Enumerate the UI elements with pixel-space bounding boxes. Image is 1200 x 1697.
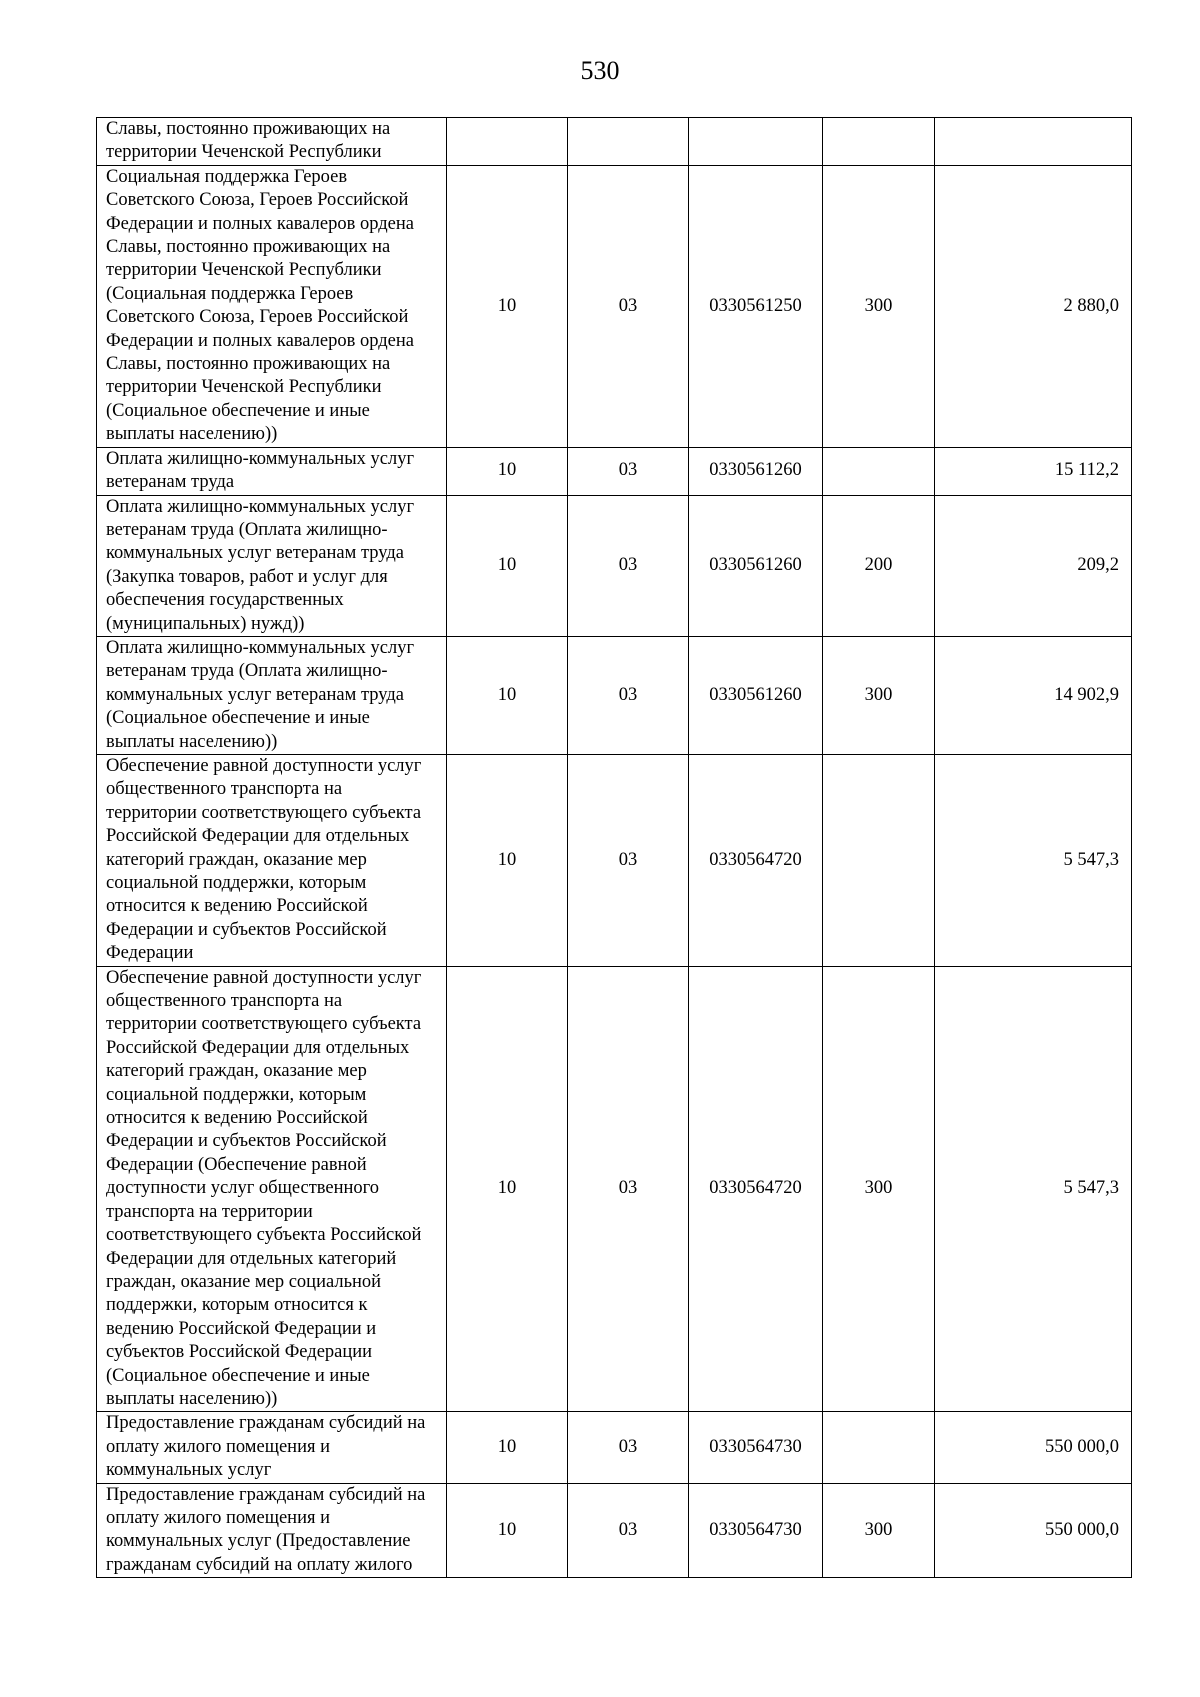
- expenditure-name-line: Оплата жилищно-коммунальных услуг: [106, 496, 415, 517]
- expenditure-name-line: Российской Федерации для отдельных: [106, 1037, 410, 1058]
- expenditure-name-line: категорий граждан, оказание мер: [106, 1061, 367, 1082]
- expenditure-name-line: категорий граждан, оказание мер: [106, 849, 367, 870]
- expenditure-name-line: относится к ведению Российской: [106, 1108, 368, 1129]
- expenditure-name-line: транспорта на территории: [106, 1201, 313, 1222]
- expenditure-name-line: Федерации и полных кавалеров ордена: [106, 330, 414, 351]
- subsection-code-cell: 03: [568, 1483, 689, 1578]
- target-article-cell: 0330564720: [689, 966, 823, 1412]
- table-row: [97, 966, 1132, 1412]
- table-body: [97, 118, 1132, 1578]
- expenditure-name-line: обеспечения государственных: [106, 590, 344, 611]
- expenditure-name-line: ветеранам труда: [106, 472, 235, 493]
- expenditure-name-line: (Социальное обеспечение и иные: [106, 708, 370, 729]
- expenditure-name-line: (Социальное обеспечение и иные: [106, 1365, 370, 1386]
- amount-cell: 209,2: [935, 495, 1132, 636]
- expenditure-name-line: Федерации и субъектов Российской: [106, 919, 387, 940]
- expenditure-name-line: ведению Российской Федерации и: [106, 1318, 377, 1339]
- expenditure-name-line: Славы, постоянно проживающих на: [106, 119, 391, 139]
- section-code-cell: 10: [447, 636, 568, 754]
- target-article-cell: 0330561250: [689, 165, 823, 447]
- subsection-code-cell: 03: [568, 447, 689, 495]
- table-row: [97, 495, 1132, 636]
- expenditure-name-line: Предоставление гражданам субсидий на: [106, 1413, 426, 1434]
- table-row: [97, 754, 1132, 966]
- expense-type-cell: 300: [823, 165, 935, 447]
- expenditure-name-cell: [97, 966, 447, 1412]
- expenditure-name-line: выплаты населению)): [106, 424, 278, 445]
- expenditure-name-line: Оплата жилищно-коммунальных услуг: [106, 637, 415, 658]
- amount-cell: 15 112,2: [935, 447, 1132, 495]
- section-code-cell: 10: [447, 966, 568, 1412]
- expenditure-name-cell: [97, 754, 447, 966]
- table-row: [97, 118, 1132, 166]
- page-number: 530: [580, 56, 620, 85]
- expenditure-name-cell: [97, 636, 447, 754]
- expenditure-name-line: Советского Союза, Героев Российской: [106, 307, 409, 328]
- expenditure-name-line: гражданам субсидий на оплату жилого: [106, 1554, 413, 1575]
- expenditure-name-cell: [97, 118, 447, 166]
- expenditure-name-cell: [97, 1412, 447, 1483]
- expenditure-name-line: (муниципальных) нужд)): [106, 613, 305, 634]
- expenditure-name-line: территории Чеченской Республики: [106, 377, 382, 398]
- section-code-cell: 10: [447, 1483, 568, 1578]
- expenditure-name-line: Обеспечение равной доступности услуг: [106, 967, 422, 988]
- table-row: [97, 165, 1132, 447]
- expenditure-name-line: оплату жилого помещения и: [106, 1436, 331, 1457]
- section-code-cell: 10: [447, 754, 568, 966]
- expenditure-name-line: соответствующего субъекта Российской: [106, 1225, 422, 1246]
- expenditure-name-cell: [97, 165, 447, 447]
- target-article-cell: 0330561260: [689, 495, 823, 636]
- expenditure-name-line: территории соответствующего субъекта: [106, 802, 422, 823]
- expenditure-name-cell: [97, 447, 447, 495]
- target-article-cell: 0330561260: [689, 447, 823, 495]
- amount-cell: 14 902,9: [935, 636, 1132, 754]
- expenditure-name-cell: [97, 1483, 447, 1578]
- expense-type-cell: [823, 754, 935, 966]
- amount-cell: 2 880,0: [935, 165, 1132, 447]
- expenditure-name-line: Федерации для отдельных категорий: [106, 1248, 397, 1269]
- expenditure-name-line: поддержки, которым относится к: [106, 1295, 368, 1316]
- table-row: [97, 636, 1132, 754]
- expenditure-name-line: ветеранам труда (Оплата жилищно-: [106, 661, 388, 682]
- section-code-cell: 10: [447, 1412, 568, 1483]
- amount-cell: 5 547,3: [935, 966, 1132, 1412]
- expenditure-name-line: выплаты населению)): [106, 731, 278, 752]
- subsection-code-cell: 03: [568, 165, 689, 447]
- expenditure-name-line: Славы, постоянно проживающих на: [106, 354, 391, 375]
- amount-cell: 550 000,0: [935, 1412, 1132, 1483]
- subsection-code-cell: [568, 118, 689, 166]
- expenditure-name-line: ветеранам труда (Оплата жилищно-: [106, 519, 388, 540]
- expenditure-name-line: относится к ведению Российской: [106, 896, 368, 917]
- table-row: [97, 1483, 1132, 1578]
- expenditure-name-line: Оплата жилищно-коммунальных услуг: [106, 448, 415, 469]
- expense-type-cell: 200: [823, 495, 935, 636]
- amount-cell: 5 547,3: [935, 754, 1132, 966]
- expenditure-name-line: доступности услуг общественного: [106, 1178, 380, 1199]
- expenditure-name-line: Обеспечение равной доступности услуг: [106, 755, 422, 776]
- target-article-cell: 0330564730: [689, 1412, 823, 1483]
- expenditure-name-line: оплату жилого помещения и: [106, 1507, 331, 1528]
- section-code-cell: 10: [447, 495, 568, 636]
- section-code-cell: 10: [447, 447, 568, 495]
- expenditure-name-line: выплаты населению)): [106, 1388, 278, 1409]
- expenditure-name-line: Славы, постоянно проживающих на: [106, 237, 391, 258]
- target-article-cell: 0330564730: [689, 1483, 823, 1578]
- expenditure-name-line: Предоставление гражданам субсидий на: [106, 1484, 426, 1505]
- expenditure-name-cell: [97, 495, 447, 636]
- expenditure-name-line: социальной поддержки, которым: [106, 873, 367, 893]
- target-article-cell: 0330561260: [689, 636, 823, 754]
- table-row: [97, 1412, 1132, 1483]
- expense-type-cell: [823, 447, 935, 495]
- expenditure-name-line: (Социальная поддержка Героев: [106, 283, 354, 304]
- expenditure-name-line: субъектов Российской Федерации: [106, 1342, 373, 1363]
- subsection-code-cell: 03: [568, 495, 689, 636]
- subsection-code-cell: 03: [568, 636, 689, 754]
- table-row: [97, 447, 1132, 495]
- expense-type-cell: [823, 118, 935, 166]
- expenditure-name-line: Советского Союза, Героев Российской: [106, 190, 409, 211]
- expenditure-name-line: Федерации и субъектов Российской: [106, 1131, 387, 1152]
- expense-type-cell: 300: [823, 1483, 935, 1578]
- subsection-code-cell: 03: [568, 966, 689, 1412]
- expenditure-name-line: граждан, оказание мер социальной: [106, 1271, 382, 1292]
- expenditure-name-line: территории Чеченской Республики: [106, 142, 382, 163]
- expense-type-cell: 300: [823, 636, 935, 754]
- section-code-cell: [447, 118, 568, 166]
- expenditure-name-line: коммунальных услуг ветеранам труда: [106, 684, 404, 705]
- expenditure-name-line: Федерации и полных кавалеров ордена: [106, 213, 414, 234]
- amount-cell: 550 000,0: [935, 1483, 1132, 1578]
- target-article-cell: 0330564720: [689, 754, 823, 966]
- expense-type-cell: 300: [823, 966, 935, 1412]
- expense-type-cell: [823, 1412, 935, 1483]
- expenditure-name-line: коммунальных услуг ветеранам труда: [106, 543, 404, 564]
- expenditure-name-line: общественного транспорта на: [106, 779, 343, 800]
- expenditure-name-line: коммунальных услуг: [106, 1460, 272, 1481]
- expenditure-name-line: Федерации: [106, 943, 194, 964]
- expenditure-name-line: Социальная поддержка Героев: [106, 166, 348, 187]
- budget-table: [96, 117, 1132, 1578]
- target-article-cell: [689, 118, 823, 166]
- expenditure-name-line: Российской Федерации для отдельных: [106, 826, 410, 847]
- expenditure-name-line: общественного транспорта на: [106, 991, 343, 1012]
- expenditure-name-line: территории соответствующего субъекта: [106, 1014, 422, 1035]
- expenditure-name-line: (Закупка товаров, работ и услуг для: [106, 566, 388, 587]
- expenditure-name-line: Федерации (Обеспечение равной: [106, 1154, 367, 1175]
- section-code-cell: 10: [447, 165, 568, 447]
- expenditure-name-line: (Социальное обеспечение и иные: [106, 400, 370, 421]
- subsection-code-cell: 03: [568, 754, 689, 966]
- expenditure-name-line: территории Чеченской Республики: [106, 260, 382, 281]
- subsection-code-cell: 03: [568, 1412, 689, 1483]
- expenditure-name-line: социальной поддержки, которым: [106, 1084, 367, 1105]
- amount-cell: [935, 118, 1132, 166]
- expenditure-name-line: коммунальных услуг (Предоставление: [106, 1531, 411, 1552]
